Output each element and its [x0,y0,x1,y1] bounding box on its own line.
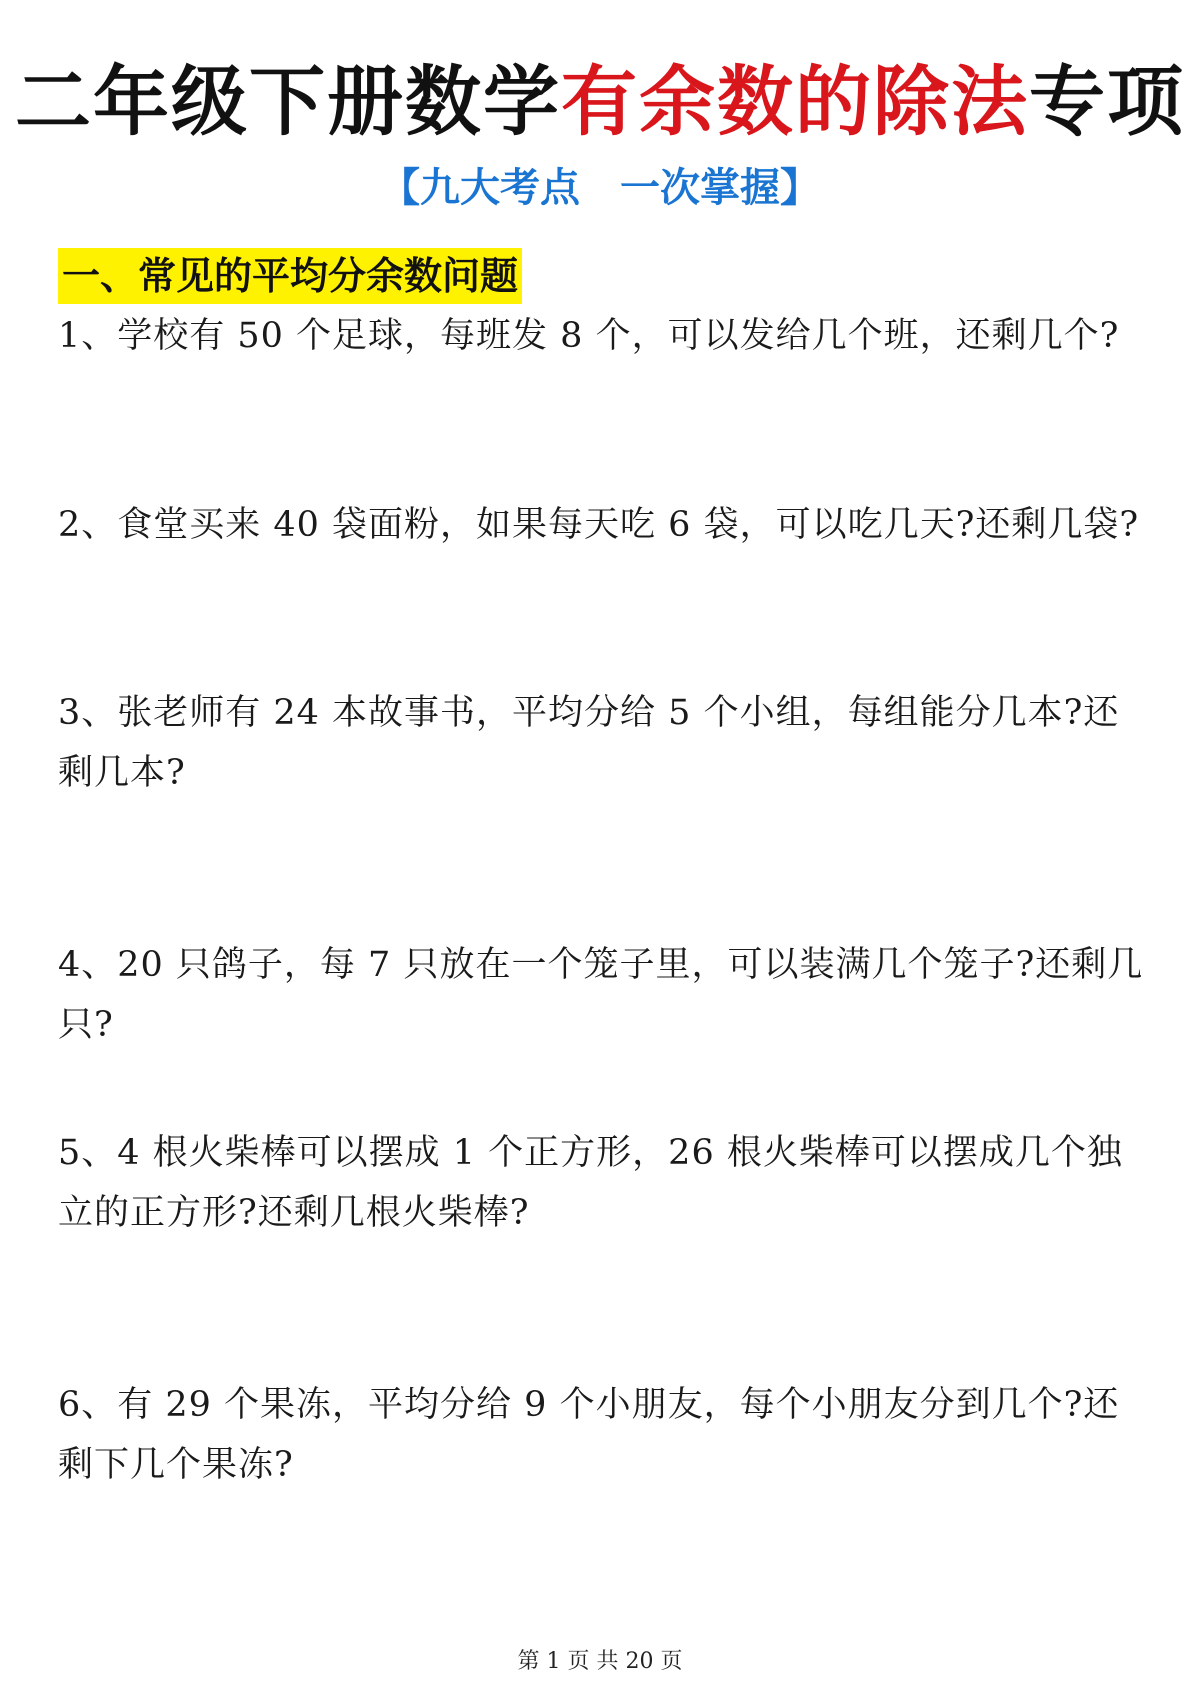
question-5: 5、4 根火柴棒可以摆成 1 个正方形，26 根火柴棒可以摆成几个独立的正方形?还剩几根火柴棒? [58,1133,1123,1233]
title-part-black-2: 专项 [1029,57,1185,146]
question-3: 3、张老师有 24 本故事书，平均分给 5 个小组，每组能分几本?还剩几本? [58,693,1120,793]
section-heading: 一、常见的平均分余数问题 [58,248,522,304]
page-title [0,52,1200,152]
question-6: 6、有 29 个果冻，平均分给 9 个小朋友，每个小朋友分到几个?还剩下几个果冻? [58,1385,1120,1485]
question-1: 1、学校有 50 个足球，每班发 8 个，可以发给几个班，还剩几个? [58,316,1120,356]
question-2: 2、食堂买来 40 袋面粉，如果每天吃 6 袋，可以吃几天?还剩几袋? [58,505,1140,545]
page-number-footer: 第 1 页 共 20 页 [517,1649,683,1674]
question-4: 4、20 只鸽子，每 7 只放在一个笼子里，可以装满几个笼子?还剩几只? [58,945,1144,1045]
title-part-black-1: 二年级下册数学 [15,57,561,146]
title-part-red: 有余数的除法 [561,57,1029,146]
page-subtitle: 【九大考点 一次掌握】 [380,165,820,211]
